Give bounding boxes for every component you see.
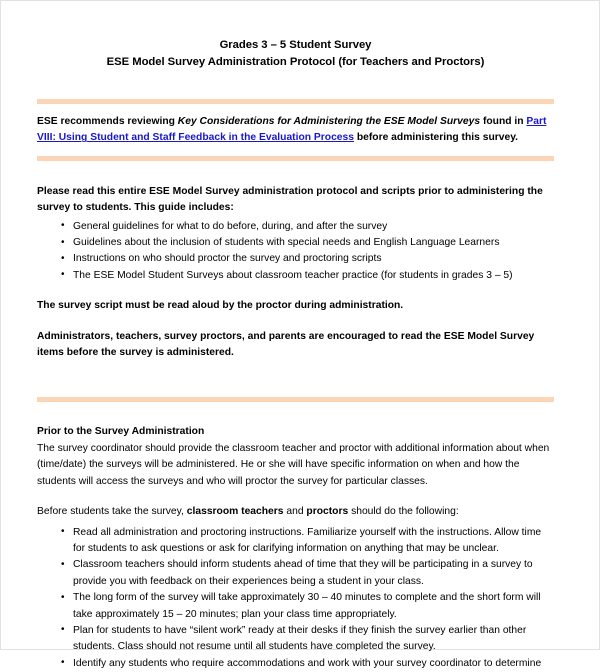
prior-body-paragraph: The survey coordinator should provide the classroom teacher and proctor with additional information about when (time/date) the surveys will be administered. He or she will have specific information on when and how the students will access the surveys and who will proctor the survey for particular classes. bbox=[37, 441, 554, 490]
before-bold-classroom-teachers: classroom teachers bbox=[187, 506, 284, 517]
script-note-paragraph: The survey script must be read aloud by the proctor during administration. bbox=[37, 298, 554, 314]
page-title-line-2: ESE Model Survey Administration Protocol (for Teachers and Proctors) bbox=[37, 54, 554, 71]
divider-bar-third bbox=[37, 397, 554, 402]
document-title-block bbox=[37, 37, 554, 71]
before-bold-proctors: proctors bbox=[306, 506, 348, 517]
recommendation-italic-title: Key Considerations for Administering the ESE Model Surveys bbox=[178, 116, 480, 127]
part-viii-link[interactable]: Part VIII: Using Student and Staff Feedback in the Evaluation Process bbox=[37, 116, 546, 143]
list-item: • General guidelines for what to do before, during, and after the survey bbox=[37, 219, 554, 235]
recommendation-middle: found in bbox=[480, 116, 526, 127]
section-heading-prior: Prior to the Survey Administration bbox=[37, 424, 554, 440]
list-item: • Guidelines about the inclusion of students with special needs and English Language Learners bbox=[37, 235, 554, 251]
page-title-line-1: Grades 3 – 5 Student Survey bbox=[37, 37, 554, 54]
list-item: • Identify any students who require accommodations and work with your survey coordinator to determine bbox=[37, 656, 554, 672]
guide-intro-paragraph: Please read this entire ESE Model Survey administration protocol and scripts prior to administering the survey to students. This guide includes: bbox=[37, 184, 554, 217]
before-mid-text: and bbox=[284, 506, 307, 517]
list-item: • Classroom teachers should inform students ahead of time that they will be participating in a survey to provide you with feedback on their experiences being a student in your class. bbox=[37, 557, 554, 590]
recommendation-paragraph bbox=[37, 114, 554, 147]
before-lead-text: Before students take the survey, bbox=[37, 506, 187, 517]
encouragement-paragraph: Administrators, teachers, survey proctors, and parents are encouraged to read the ESE Model Survey items before the survey is administered. bbox=[37, 329, 554, 362]
guide-items-list bbox=[37, 219, 554, 285]
divider-bar-top bbox=[37, 99, 554, 104]
list-item: • Plan for students to have “silent work” ready at their desks if they finish the survey earlier than other students. Class should not resume until all students have completed the survey. bbox=[37, 623, 554, 656]
recommendation-tail: before administering this survey. bbox=[354, 132, 518, 143]
list-item: • Instructions on who should proctor the survey and proctoring scripts bbox=[37, 251, 554, 267]
divider-bar-second bbox=[37, 156, 554, 161]
recommendation-lead: ESE recommends reviewing bbox=[37, 116, 178, 127]
prior-items-list bbox=[37, 525, 554, 672]
before-students-paragraph bbox=[37, 504, 554, 520]
list-item: • Read all administration and proctoring instructions. Familiarize yourself with the instructions. Allow time for students to ask questions or ask for clarifying information on anything that may be unclear. bbox=[37, 525, 554, 558]
list-item: • The long form of the survey will take approximately 30 – 40 minutes to complete and the short form will take approximately 15 – 20 minutes; plan your class time appropriately. bbox=[37, 590, 554, 623]
before-tail-text: should do the following: bbox=[348, 506, 458, 517]
list-item: • The ESE Model Student Surveys about classroom teacher practice (for students in grades 3 – 5) bbox=[37, 268, 554, 284]
document-content bbox=[37, 1, 554, 672]
